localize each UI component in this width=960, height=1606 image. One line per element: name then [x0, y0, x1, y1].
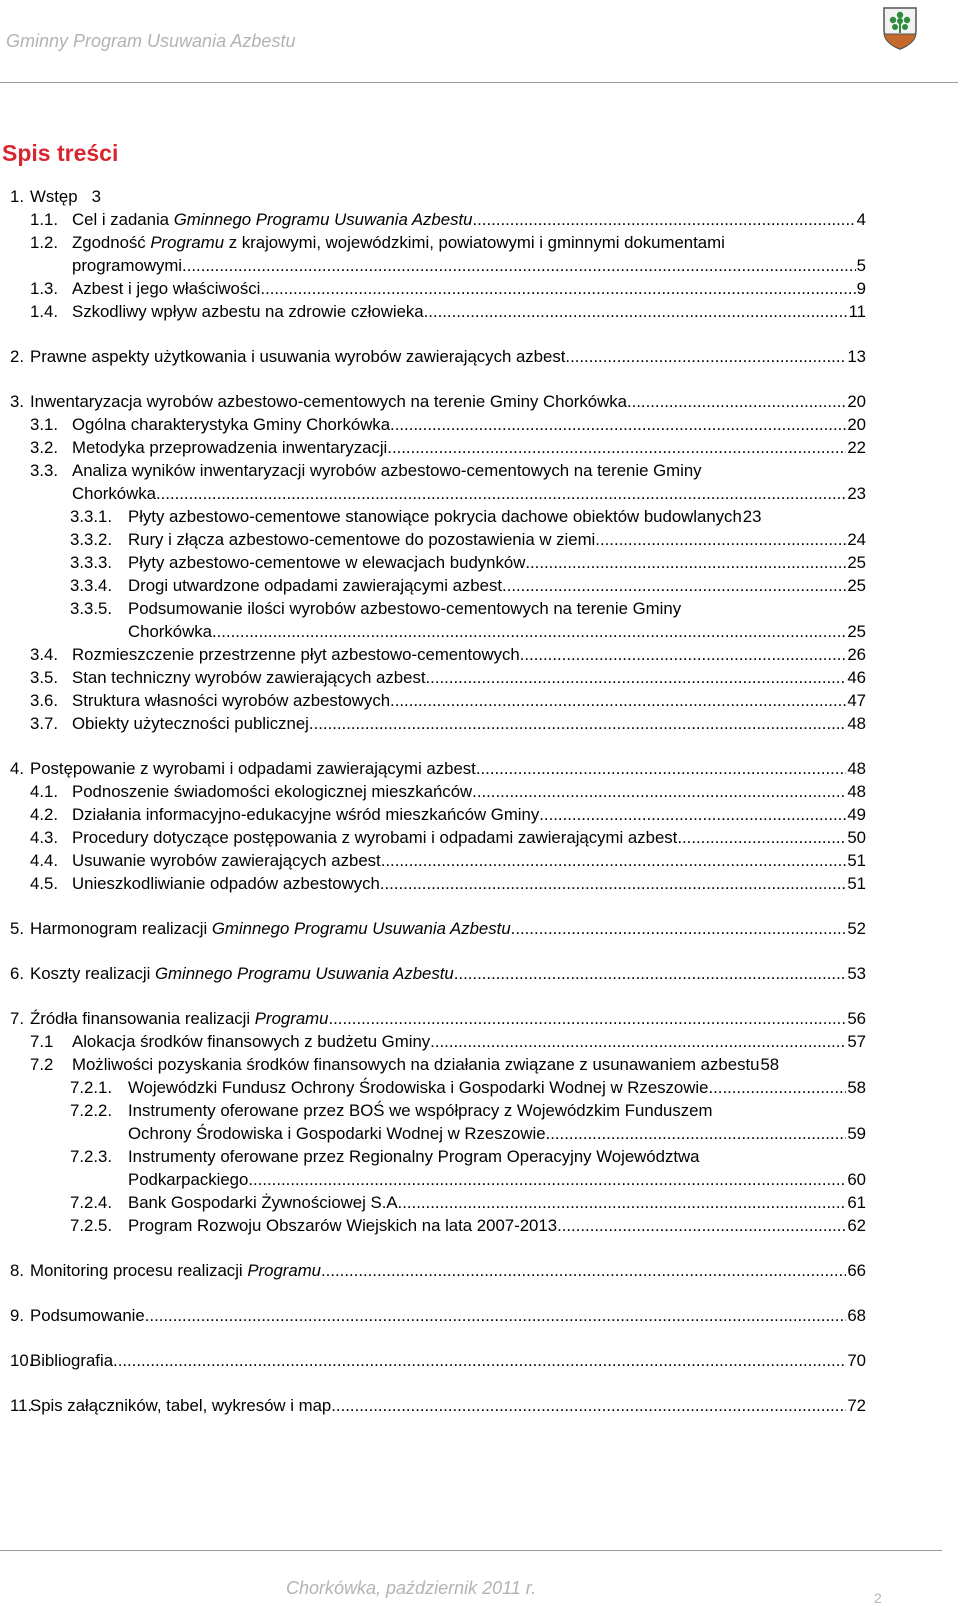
toc-leader-dots: [430, 1030, 846, 1053]
toc-entry-title-part: Gminnego Programu Usuwania Azbestu: [211, 919, 511, 938]
toc-entry-number: 3.3.4.: [70, 576, 112, 595]
toc-entry-title-part: Źródła finansowania realizacji: [30, 1009, 255, 1028]
toc-entry-page: 3: [91, 187, 101, 206]
toc-entry-title: [128, 574, 502, 597]
toc-entry-title: [30, 1349, 113, 1372]
toc-entry-title: [72, 780, 472, 803]
toc-entry-number: 4.5.: [30, 874, 58, 893]
toc-entry-page: 60: [847, 1170, 866, 1189]
toc-leader-dots: [321, 1259, 846, 1282]
toc-entry-title: [30, 757, 476, 780]
toc-entry-number: 7.: [10, 1009, 24, 1028]
toc-entry-title-part: Drogi utwardzone odpadami zawierającymi azbest: [128, 576, 503, 595]
toc-leader-dots: [402, 1191, 846, 1214]
toc-entry-number: 1.: [10, 187, 24, 206]
toc-entry-title-part: Możliwości pozyskania środków finansowych na działania związane z usunawaniem azbestu: [72, 1055, 760, 1074]
toc-entry-title: [72, 689, 390, 712]
toc-entry-page: 25: [847, 553, 866, 572]
toc-entry-title-part: Stan techniczny wyrobów zawierających azbest: [72, 668, 426, 687]
toc-entry-title-part: Płyty azbestowo-cementowe stanowiące pokrycia dachowe obiektów budowlanych: [128, 507, 742, 526]
toc-entry-number: 1.1.: [30, 210, 58, 229]
toc-leader-dots: [331, 1394, 846, 1417]
toc-entry-title: [30, 1394, 331, 1417]
toc-entry-title-part: Gminnego Programu Usuwania Azbestu: [173, 210, 473, 229]
toc-entry-title-part: Wojewódzki Fundusz Ochrony Środowiska i Gospodarki Wodnej w Rzeszowie: [128, 1078, 709, 1097]
toc-entry-number: 3.7.: [30, 714, 58, 733]
page-number: 2: [874, 1590, 882, 1606]
toc-entry-title-part: Podsumowanie ilości wyrobów azbestowo-cementowych na terenie Gminy: [128, 599, 682, 618]
toc-entry-page: 5: [856, 256, 866, 275]
toc-entry-number: 3.3.: [30, 461, 58, 480]
toc-entry-title: [72, 1030, 430, 1053]
toc-entry-title-part: Prawne aspekty użytkowania i usuwania wyrobów zawierających azbest: [30, 347, 566, 366]
toc-entry-page: 46: [847, 668, 866, 687]
toc-entry-title-part: Programu: [150, 233, 225, 252]
toc-entry-number: 3.4.: [30, 645, 58, 664]
toc-heading: Spis treści: [2, 140, 119, 166]
toc-entry-number: 4.2.: [30, 805, 58, 824]
toc-entry-page: 48: [847, 714, 866, 733]
toc-entry-number: 2.: [10, 347, 24, 366]
toc-leader-dots: [387, 436, 846, 459]
toc-entry-title: [72, 712, 309, 735]
toc-entry-title-part: Programu: [254, 1009, 329, 1028]
toc-entry-number: 3.1.: [30, 415, 58, 434]
toc-entry-page: 56: [847, 1009, 866, 1028]
toc-entry-title-part: Metodyka przeprowadzenia inwentaryzacji: [72, 438, 388, 457]
toc-entry-title-part: Bank Gospodarki Żywnościowej S.A.: [128, 1193, 403, 1212]
toc-entry-title-part: Szkodliwy wpływ azbestu na zdrowie człowieka: [72, 302, 424, 321]
toc-entry-title: [30, 185, 78, 208]
toc-leader-dots: [677, 826, 846, 849]
toc-entry-title: [128, 528, 595, 551]
toc-entry-page: 22: [847, 438, 866, 457]
toc-entry-page: 23: [847, 484, 866, 503]
toc-entry-title-part: Analiza wyników inwentaryzacji wyrobów azbestowo-cementowych na terenie Gminy: [72, 461, 702, 480]
toc-entry-page: 23: [742, 507, 762, 526]
toc-entry-page: 68: [847, 1306, 866, 1325]
toc-entry-number: 5.: [10, 919, 24, 938]
toc-entry-title-part: Obiekty użyteczności publicznej: [72, 714, 309, 733]
toc-leader-dots: [113, 1349, 846, 1372]
header-divider: [0, 82, 958, 83]
toc-entry-title-part: Spis załączników, tabel, wykresów i map: [30, 1396, 332, 1415]
toc-leader-dots: [182, 254, 856, 277]
toc-leader-dots: [260, 277, 855, 300]
toc-entry-title: [128, 551, 525, 574]
toc-entry-title: [30, 1259, 321, 1282]
toc-leader-dots: [557, 1214, 846, 1237]
toc-entry-number: 7.1: [30, 1032, 54, 1051]
toc-entry-page: 51: [847, 874, 866, 893]
toc-leader-dots: [309, 712, 846, 735]
toc-entry-number: 3.3.2.: [70, 530, 112, 549]
toc-entry-title: [128, 1099, 712, 1122]
toc-entry-number: 4.: [10, 759, 24, 778]
toc-entry-title-part: Alokacja środków finansowych z budżetu Gminy: [72, 1032, 431, 1051]
toc-entry-number: 1.3.: [30, 279, 58, 298]
toc-leader-dots: [248, 1168, 846, 1191]
toc-entry-title-continuation: Chorkówka: [128, 622, 212, 641]
toc-entry-title: [30, 1007, 328, 1030]
toc-entry-title-part: Harmonogram realizacji: [30, 919, 212, 938]
toc-entry-number: 3.6.: [30, 691, 58, 710]
toc-entry-title: [72, 803, 539, 826]
toc-entry-title-part: Zgodność: [72, 233, 151, 252]
toc-entry-number: 3.3.5.: [70, 599, 112, 618]
toc-entry-title: [72, 277, 260, 300]
toc-entry-title-part: Podnoszenie świadomości ekologicznej mieszkańców: [72, 782, 473, 801]
toc-entry-title: [128, 597, 681, 620]
toc-entry-page: 58: [847, 1078, 866, 1097]
toc-entry-title: [72, 413, 390, 436]
toc-leader-dots: [546, 1122, 847, 1145]
toc-entry-title: [72, 300, 424, 323]
toc-leader-dots: [565, 345, 846, 368]
toc-entry-title-part: Wstęp: [30, 187, 78, 206]
toc-leader-dots: [502, 574, 846, 597]
toc-entry-number: 3.3.3.: [70, 553, 112, 572]
toc-entry-page: 11: [848, 302, 866, 321]
toc-leader-dots: [328, 1007, 846, 1030]
toc-entry-title-part: Ogólna charakterystyka Gminy Chorkówka: [72, 415, 391, 434]
toc-entry-page: 20: [847, 392, 866, 411]
toc-entry-page: 25: [847, 622, 866, 641]
toc-entry-number: 4.4.: [30, 851, 58, 870]
toc-entry-title-part: Podsumowanie: [30, 1306, 145, 1325]
toc-entry-number: 3.2.: [30, 438, 58, 457]
toc-entry-title-continuation: Podkarpackiego: [128, 1170, 249, 1189]
toc-entry-title-part: Unieszkodliwianie odpadów azbestowych: [72, 874, 380, 893]
toc-entry-title: [30, 1304, 145, 1327]
toc-entry-title: [30, 390, 627, 413]
toc-entry-title-part: Koszty realizacji: [30, 964, 155, 983]
toc-leader-dots: [472, 208, 855, 231]
toc-entry-page: 72: [847, 1396, 866, 1415]
toc-entry-number: 7.2.3.: [70, 1147, 112, 1166]
toc-entry-page: 20: [847, 415, 866, 434]
toc-entry-page: 9: [856, 279, 866, 298]
toc-entry-page: 4: [856, 210, 866, 229]
toc-entry-page: 70: [847, 1351, 866, 1370]
toc-entry-title: [72, 666, 426, 689]
toc-entry-title-part: Monitoring procesu realizacji: [30, 1261, 248, 1280]
toc-entry-page: 53: [847, 964, 866, 983]
toc-entry-title-part: Rozmieszczenie przestrzenne płyt azbestowo-cementowych: [72, 645, 520, 664]
toc-entry-title-part: z krajowymi, wojewódzkimi, powiatowymi i gminnymi dokumentami: [224, 233, 725, 252]
toc-leader-dots: [476, 757, 846, 780]
toc-entry-number: 7.2.4.: [70, 1193, 112, 1212]
toc-entry-number: 7.2.1.: [70, 1078, 112, 1097]
toc-entry-number: 7.2.5.: [70, 1216, 112, 1235]
toc-entry-page: 61: [847, 1193, 866, 1212]
toc-leader-dots: [454, 962, 847, 985]
toc-entry-number: 3.: [10, 392, 24, 411]
toc-entry-number: 10.: [10, 1351, 34, 1370]
toc-leader-dots: [145, 1304, 847, 1327]
toc-entry-title-part: Instrumenty oferowane przez Regionalny Program Operacyjny Województwa: [128, 1147, 700, 1166]
toc-entry-page: 47: [847, 691, 866, 710]
toc-entry-title: [128, 505, 742, 528]
toc-entry-page: 50: [847, 828, 866, 847]
toc-leader-dots: [511, 917, 847, 940]
toc-entry-title: [72, 436, 387, 459]
header-title: Gminny Program Usuwania Azbestu: [6, 31, 296, 51]
toc-entry-number: 6.: [10, 964, 24, 983]
toc-entry-title-part: Rury i złącza azbestowo-cementowe do pozostawienia w ziemi: [128, 530, 596, 549]
toc-leader-dots: [426, 666, 847, 689]
toc-entry-page: 52: [847, 919, 866, 938]
toc-entry-page: 24: [847, 530, 866, 549]
toc-entry-number: 9.: [10, 1306, 24, 1325]
toc-entry-title-part: Bibliografia: [30, 1351, 114, 1370]
toc-leader-dots: [472, 780, 846, 803]
toc-entry-title-continuation: Chorkówka: [72, 484, 156, 503]
toc-entry-title: [72, 208, 472, 231]
toc-entry-title: [128, 1145, 699, 1168]
toc-entry-page: 49: [847, 805, 866, 824]
toc-entry-number: 1.2.: [30, 233, 58, 252]
toc-entry-title: [72, 849, 381, 872]
toc-leader-dots: [627, 390, 846, 413]
toc-entry-title: [72, 459, 702, 482]
toc-leader-dots: [539, 803, 846, 826]
toc-entry-page: 48: [847, 759, 866, 778]
toc-entry-page: 48: [847, 782, 866, 801]
toc-entry-title-part: Program Rozwoju Obszarów Wiejskich na lata 2007-2013: [128, 1216, 558, 1235]
toc-entry-page: 59: [847, 1124, 866, 1143]
toc-entry-title-continuation: programowymi: [72, 256, 183, 275]
toc-entry-number: 3.5.: [30, 668, 58, 687]
toc-entry-page: 58: [760, 1055, 780, 1074]
coat-of-arms-icon: [882, 6, 918, 50]
toc-entry-title: [72, 826, 677, 849]
toc-entry-number: 1.4.: [30, 302, 58, 321]
toc-entry-title-part: Procedury dotyczące postępowania z wyrobami i odpadami zawierającymi azbest: [72, 828, 678, 847]
toc-leader-dots: [708, 1076, 846, 1099]
footer-text: Chorkówka, październik 2011 r.: [286, 1578, 537, 1598]
toc-entry-title: [30, 345, 565, 368]
toc-entry-title-part: Usuwanie wyrobów zawierających azbest: [72, 851, 381, 870]
toc-leader-dots: [156, 482, 846, 505]
toc-entry-title-part: Działania informacyjno-edukacyjne wśród mieszkańców Gminy: [72, 805, 540, 824]
toc-entry-title-part: Azbest i jego właściwości: [72, 279, 261, 298]
toc-entry-title: [72, 643, 520, 666]
toc-leader-dots: [520, 643, 847, 666]
toc-entry-page: 66: [847, 1261, 866, 1280]
toc-entry-page: 13: [847, 347, 866, 366]
toc-entry-title: [30, 962, 454, 985]
toc-entry-title: [72, 231, 725, 254]
toc-leader-dots: [380, 872, 846, 895]
toc-entry-title: [72, 1053, 759, 1076]
toc-entry-title-part: Instrumenty oferowane przez BOŚ we współpracy z Wojewódzkim Funduszem: [128, 1101, 713, 1120]
toc-entry-title-part: Inwentaryzacja wyrobów azbestowo-cementowych na terenie Gminy Chorkówka: [30, 392, 627, 411]
toc-leader-dots: [212, 620, 846, 643]
toc-entry-page: 62: [847, 1216, 866, 1235]
toc-entry-page: 57: [847, 1032, 866, 1051]
toc-leader-dots: [595, 528, 846, 551]
toc-entry-number: 4.3.: [30, 828, 58, 847]
toc-entry-title-part: Płyty azbestowo-cementowe w elewacjach budynków: [128, 553, 526, 572]
toc-entry-title: [128, 1191, 402, 1214]
toc-entry-page: 51: [847, 851, 866, 870]
toc-entry-number: 7.2: [30, 1055, 54, 1074]
toc-entry-title-continuation: Ochrony Środowiska i Gospodarki Wodnej w Rzeszowie: [128, 1124, 546, 1143]
toc-entry-number: 11.: [10, 1396, 33, 1415]
toc-leader-dots: [381, 849, 847, 872]
toc-entry-number: 8.: [10, 1261, 24, 1280]
toc-leader-dots: [424, 300, 848, 323]
toc-entry-title-part: Postępowanie z wyrobami i odpadami zawierającymi azbest: [30, 759, 476, 778]
footer-divider: [0, 1550, 942, 1551]
toc-entry-title: [72, 872, 380, 895]
toc-leader-dots: [390, 689, 846, 712]
toc-entry-title: [30, 917, 511, 940]
toc-entry-title-part: Cel i zadania: [72, 210, 174, 229]
toc-entry-page: 26: [847, 645, 866, 664]
toc-entry-title-part: Programu: [247, 1261, 322, 1280]
toc-entry-title-part: Struktura własności wyrobów azbestowych: [72, 691, 391, 710]
toc-entry-number: 7.2.2.: [70, 1101, 112, 1120]
toc-leader-dots: [525, 551, 846, 574]
toc-entry-number: 3.3.1.: [70, 507, 112, 526]
toc-leader-dots: [390, 413, 846, 436]
toc-entry-title-part: Gminnego Programu Usuwania Azbestu: [154, 964, 454, 983]
toc-entry-number: 4.1.: [30, 782, 58, 801]
toc-entry-page: 25: [847, 576, 866, 595]
toc-entry-title: [128, 1214, 557, 1237]
toc-entry-title: [128, 1076, 708, 1099]
